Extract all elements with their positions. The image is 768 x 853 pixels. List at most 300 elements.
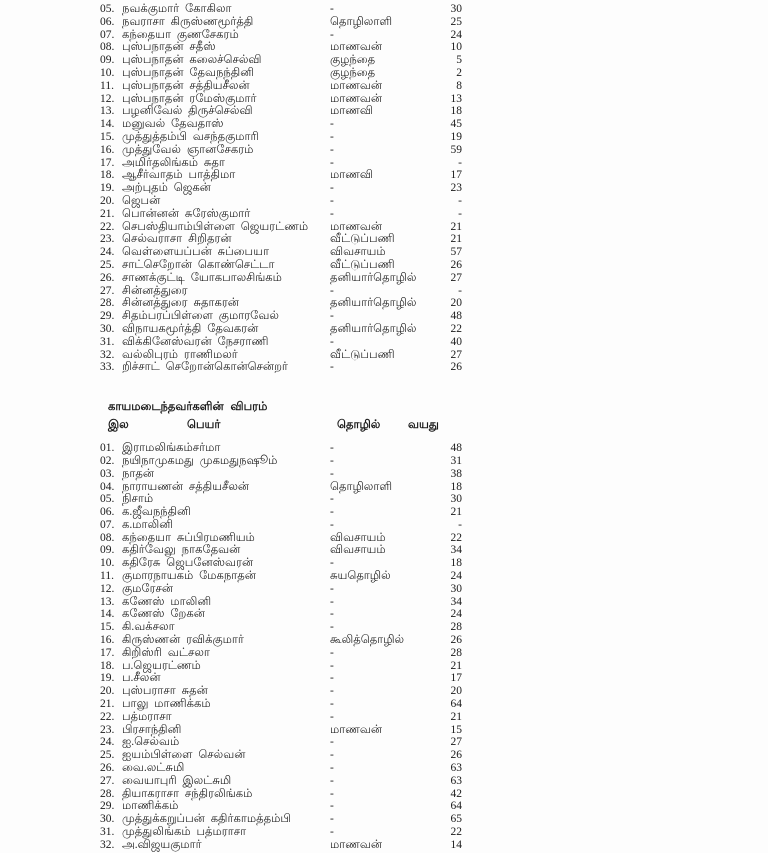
person-occupation: - bbox=[330, 207, 334, 220]
table-row bbox=[100, 519, 462, 532]
table-row bbox=[100, 361, 462, 374]
row-number-and-name bbox=[100, 660, 330, 673]
person-age: 28 bbox=[450, 621, 462, 634]
person-occupation: - bbox=[330, 156, 334, 169]
person-age: 13 bbox=[450, 92, 462, 105]
row-number: 25. bbox=[100, 749, 115, 762]
row-number-and-name bbox=[100, 297, 330, 310]
row-number-and-name bbox=[100, 724, 330, 737]
person-age: 18 bbox=[450, 480, 462, 493]
person-occupation: தனியார்தொழில் bbox=[330, 322, 417, 335]
row-number-and-name bbox=[100, 826, 330, 839]
person-occupation: - bbox=[330, 646, 334, 659]
person-name: சிதம்பரப்பிள்ளை குமாரவேல் bbox=[122, 310, 279, 323]
row-number-and-name bbox=[100, 762, 330, 775]
person-name: புஸ்பநாதன் சதீஸ் bbox=[122, 41, 216, 54]
person-name: புஸ்பநாதன் சத்தியசீலன் bbox=[122, 79, 250, 92]
person-name: பாலு மாணிக்கம் bbox=[122, 698, 211, 711]
row-number-and-name bbox=[100, 349, 330, 362]
person-name: முத்துக்கறுப்பன் கதிர்காமத்தம்பி bbox=[122, 813, 291, 826]
person-age: 24 bbox=[450, 570, 462, 583]
row-number: 27. bbox=[100, 284, 115, 297]
person-age: 5 bbox=[456, 54, 462, 67]
person-name: க.மாலினி bbox=[122, 518, 173, 531]
table-row bbox=[100, 80, 462, 93]
header-age: வயது bbox=[408, 419, 439, 432]
person-occupation: வீட்டுப்பணி bbox=[330, 258, 395, 271]
person-age: 28 bbox=[450, 646, 462, 659]
casualty-list-continued bbox=[100, 3, 462, 374]
person-name: பொன்னன் சுரேஸ்குமார் bbox=[122, 207, 251, 220]
person-name: கி.வக்சலா bbox=[122, 621, 175, 634]
header-occupation: தொழில் bbox=[337, 419, 381, 432]
row-number-and-name bbox=[100, 54, 330, 67]
row-number-and-name bbox=[100, 583, 330, 596]
row-number: 12. bbox=[100, 582, 115, 595]
table-row bbox=[100, 41, 462, 54]
table-row bbox=[100, 736, 462, 749]
row-number: 23. bbox=[100, 723, 115, 736]
person-occupation: - bbox=[330, 672, 334, 685]
person-age: 65 bbox=[450, 813, 462, 826]
person-name: ஐயம்பிள்ளை செல்வன் bbox=[122, 749, 246, 762]
person-name: புஸ்பநாதன் தேவநந்தினி bbox=[122, 66, 254, 79]
row-number-and-name bbox=[100, 813, 330, 826]
table-row bbox=[100, 169, 462, 182]
person-occupation: - bbox=[330, 774, 334, 787]
person-age: 10 bbox=[450, 41, 462, 54]
person-age: 21 bbox=[450, 506, 462, 519]
row-number-and-name bbox=[100, 272, 330, 285]
row-number-and-name bbox=[100, 532, 330, 545]
person-name: முத்துவேல் ஞானசேகரம் bbox=[122, 143, 254, 156]
person-name: விநாயகமூர்த்தி தேவகரன் bbox=[122, 322, 259, 335]
row-number: 28. bbox=[100, 297, 115, 310]
person-occupation: - bbox=[330, 28, 334, 41]
row-number: 10. bbox=[100, 66, 115, 79]
table-row bbox=[100, 233, 462, 246]
person-name: வையாபுரி இலட்சுமி bbox=[122, 774, 232, 787]
person-occupation: - bbox=[330, 454, 334, 467]
person-age: 20 bbox=[450, 297, 462, 310]
person-age: 14 bbox=[450, 838, 462, 851]
row-number-and-name bbox=[100, 16, 330, 29]
person-name: வெள்ளையப்பன் சுப்பையா bbox=[122, 246, 269, 259]
table-row bbox=[100, 349, 462, 362]
person-age: 26 bbox=[450, 634, 462, 647]
person-age: 22 bbox=[450, 531, 462, 544]
table-row bbox=[100, 762, 462, 775]
row-number: 19. bbox=[100, 182, 115, 195]
row-number: 32. bbox=[100, 348, 115, 361]
person-name: சாட்செறோன் கொண்செட்டா bbox=[122, 258, 275, 271]
person-occupation: - bbox=[330, 787, 334, 800]
row-number: 07. bbox=[100, 518, 115, 531]
table-row bbox=[100, 544, 462, 557]
person-age: 27 bbox=[450, 348, 462, 361]
row-number-and-name bbox=[100, 557, 330, 570]
person-occupation: - bbox=[330, 749, 334, 762]
row-number: 05. bbox=[100, 3, 115, 15]
person-name: கிருஸ்ணன் ரவிக்குமார் bbox=[122, 634, 244, 647]
row-number-and-name bbox=[100, 336, 330, 349]
table-row bbox=[100, 285, 462, 298]
person-age: 63 bbox=[450, 774, 462, 787]
person-age: 40 bbox=[450, 335, 462, 348]
person-occupation: - bbox=[330, 130, 334, 143]
person-name: வல்லிபுரம் ராணிமலர் bbox=[122, 348, 238, 361]
row-number-and-name bbox=[100, 839, 330, 852]
person-occupation: - bbox=[330, 582, 334, 595]
row-number-and-name bbox=[100, 310, 330, 323]
table-row bbox=[100, 131, 462, 144]
table-row bbox=[100, 182, 462, 195]
row-number: 17. bbox=[100, 156, 115, 169]
row-number: 21. bbox=[100, 698, 115, 711]
row-number-and-name bbox=[100, 481, 330, 494]
table-row bbox=[100, 105, 462, 118]
person-age: 21 bbox=[450, 710, 462, 723]
row-number-and-name bbox=[100, 221, 330, 234]
person-age: - bbox=[458, 207, 462, 220]
person-name: நவக்குமார் கோகிலா bbox=[122, 3, 232, 15]
row-number: 27. bbox=[100, 774, 115, 787]
person-age: 2 bbox=[456, 66, 462, 79]
table-row bbox=[100, 532, 462, 545]
person-age: 45 bbox=[450, 118, 462, 131]
person-occupation: - bbox=[330, 710, 334, 723]
table-row bbox=[100, 297, 462, 310]
row-number-and-name bbox=[100, 442, 330, 455]
person-occupation: விவசாயம் bbox=[330, 544, 386, 557]
person-occupation: விவசாயம் bbox=[330, 531, 386, 544]
person-name: நாராயணன் சத்தியசீலன் bbox=[122, 480, 250, 493]
person-age: - bbox=[458, 194, 462, 207]
table-row bbox=[100, 685, 462, 698]
person-name: செபஸ்தியாம்பிள்ளை ஜெயரட்ணம் bbox=[122, 220, 309, 233]
person-occupation: - bbox=[330, 813, 334, 826]
table-row bbox=[100, 221, 462, 234]
row-number: 22. bbox=[100, 710, 115, 723]
table-row bbox=[100, 826, 462, 839]
row-number-and-name bbox=[100, 67, 330, 80]
row-number-and-name bbox=[100, 3, 330, 16]
row-number: 30. bbox=[100, 813, 115, 826]
person-name: க.ஜீவநந்தினி bbox=[122, 506, 191, 519]
table-row bbox=[100, 468, 462, 481]
table-row bbox=[100, 455, 462, 468]
row-number: 06. bbox=[100, 15, 115, 28]
row-number: 04. bbox=[100, 480, 115, 493]
table-row bbox=[100, 336, 462, 349]
person-age: 19 bbox=[450, 130, 462, 143]
table-row bbox=[100, 711, 462, 724]
person-name: வை.லட்சுமி bbox=[122, 762, 185, 775]
row-number: 26. bbox=[100, 271, 115, 284]
table-row bbox=[100, 323, 462, 336]
row-number: 16. bbox=[100, 634, 115, 647]
table-row bbox=[100, 634, 462, 647]
person-occupation: தனியார்தொழில் bbox=[330, 297, 417, 310]
person-occupation: - bbox=[330, 659, 334, 672]
row-number-and-name bbox=[100, 570, 330, 583]
person-occupation: - bbox=[330, 182, 334, 195]
person-name: சின்னத்துரை bbox=[122, 284, 188, 297]
row-number: 10. bbox=[100, 557, 115, 570]
person-age: 63 bbox=[450, 762, 462, 775]
person-age: 26 bbox=[450, 749, 462, 762]
row-number-and-name bbox=[100, 41, 330, 54]
person-occupation: குழந்தை bbox=[330, 66, 376, 79]
person-occupation: - bbox=[330, 118, 334, 131]
person-occupation: கூலித்தொழில் bbox=[330, 634, 405, 647]
person-age: 15 bbox=[450, 723, 462, 736]
table-row bbox=[100, 672, 462, 685]
table-row bbox=[100, 67, 462, 80]
person-age: 18 bbox=[450, 105, 462, 118]
person-occupation: மாணவன் bbox=[330, 41, 383, 54]
row-number-and-name bbox=[100, 105, 330, 118]
person-occupation: வீட்டுப்பணி bbox=[330, 233, 395, 246]
header-name: பெயர் bbox=[187, 419, 221, 432]
table-row bbox=[100, 259, 462, 272]
row-number: 06. bbox=[100, 506, 115, 519]
person-occupation: - bbox=[330, 762, 334, 775]
row-number-and-name bbox=[100, 672, 330, 685]
person-name: விக்கினேஸ்வரன் நேசராணி bbox=[122, 335, 269, 348]
person-occupation: மாணவன் bbox=[330, 79, 383, 92]
person-name: ஜெபன் bbox=[122, 194, 161, 207]
person-name: நயிநாமுகமது முகமதுநஷூம் bbox=[122, 454, 278, 467]
row-number: 28. bbox=[100, 787, 115, 800]
row-number-and-name bbox=[100, 131, 330, 144]
row-number-and-name bbox=[100, 685, 330, 698]
person-age: 34 bbox=[450, 595, 462, 608]
person-age: 59 bbox=[450, 143, 462, 156]
row-number-and-name bbox=[100, 361, 330, 374]
person-occupation: மாணவி bbox=[330, 169, 373, 182]
person-name: இராமலிங்கம்சர்மா bbox=[122, 442, 221, 455]
row-number-and-name bbox=[100, 80, 330, 93]
row-number: 31. bbox=[100, 826, 115, 839]
table-row bbox=[100, 813, 462, 826]
row-number-and-name bbox=[100, 182, 330, 195]
row-number-and-name bbox=[100, 208, 330, 221]
row-number-and-name bbox=[100, 246, 330, 259]
row-number: 19. bbox=[100, 672, 115, 685]
row-number-and-name bbox=[100, 259, 330, 272]
person-occupation: - bbox=[330, 361, 334, 374]
person-occupation: - bbox=[330, 335, 334, 348]
row-number-and-name bbox=[100, 29, 330, 42]
person-name: குமரேசன் bbox=[122, 582, 174, 595]
person-age: 30 bbox=[450, 3, 462, 15]
person-age: 18 bbox=[450, 557, 462, 570]
table-row bbox=[100, 788, 462, 801]
row-number-and-name bbox=[100, 519, 330, 532]
table-row bbox=[100, 481, 462, 494]
person-occupation: - bbox=[330, 442, 334, 455]
table-row bbox=[100, 775, 462, 788]
person-occupation: - bbox=[330, 467, 334, 480]
table-row bbox=[100, 557, 462, 570]
row-number: 07. bbox=[100, 28, 115, 41]
person-name: கதிர்வேலு நாகதேவன் bbox=[122, 544, 241, 557]
person-name: புஸ்பராசா சுதன் bbox=[122, 685, 208, 698]
row-number: 01. bbox=[100, 442, 115, 455]
row-number-and-name bbox=[100, 169, 330, 182]
person-name: ஐ.செல்வம் bbox=[122, 736, 180, 749]
row-number: 14. bbox=[100, 608, 115, 621]
row-number: 18. bbox=[100, 659, 115, 672]
person-age: 64 bbox=[450, 800, 462, 813]
person-occupation: - bbox=[330, 310, 334, 323]
person-name: கதிரேசு ஜெபனேஸ்வரன் bbox=[122, 557, 254, 570]
row-number-and-name bbox=[100, 157, 330, 170]
row-number-and-name bbox=[100, 596, 330, 609]
row-number-and-name bbox=[100, 144, 330, 157]
table-row bbox=[100, 570, 462, 583]
table-row bbox=[100, 506, 462, 519]
person-name: பத்மராசா bbox=[122, 710, 172, 723]
person-age: 26 bbox=[450, 361, 462, 374]
person-age: - bbox=[458, 156, 462, 169]
person-age: 24 bbox=[450, 608, 462, 621]
person-name: பழனிவேல் திருச்செல்வி bbox=[122, 105, 253, 118]
row-number-and-name bbox=[100, 775, 330, 788]
injured-list bbox=[100, 442, 462, 852]
person-name: கணேஸ் றேகன் bbox=[122, 608, 205, 621]
person-age: 21 bbox=[450, 659, 462, 672]
table-row bbox=[100, 246, 462, 259]
table-row bbox=[100, 621, 462, 634]
person-age: 31 bbox=[450, 454, 462, 467]
row-number: 30. bbox=[100, 322, 115, 335]
row-number-and-name bbox=[100, 749, 330, 762]
person-age: 21 bbox=[450, 233, 462, 246]
row-number: 02. bbox=[100, 454, 115, 467]
person-occupation: மாணவன் bbox=[330, 92, 383, 105]
person-name: சாணக்குட்டி யோகபாலசிங்கம் bbox=[122, 271, 282, 284]
table-row bbox=[100, 195, 462, 208]
person-occupation: வீட்டுப்பணி bbox=[330, 348, 395, 361]
person-age: 26 bbox=[450, 258, 462, 271]
row-number: 15. bbox=[100, 130, 115, 143]
person-age: 48 bbox=[450, 442, 462, 455]
person-name: புஸ்பநாதன் ரமேஸ்குமார் bbox=[122, 92, 257, 105]
row-number: 26. bbox=[100, 762, 115, 775]
row-number: 11. bbox=[100, 570, 114, 583]
person-name: செல்வராசா சிறிதரன் bbox=[122, 233, 232, 246]
row-number: 09. bbox=[100, 54, 115, 67]
row-number-and-name bbox=[100, 506, 330, 519]
person-age: 21 bbox=[450, 220, 462, 233]
person-occupation: - bbox=[330, 826, 334, 839]
document-content bbox=[100, 0, 462, 852]
person-occupation: - bbox=[330, 493, 334, 506]
person-name: அமிர்தலிங்கம் சுதா bbox=[122, 156, 225, 169]
person-age: 17 bbox=[450, 672, 462, 685]
row-number: 24. bbox=[100, 736, 115, 749]
row-number: 12. bbox=[100, 92, 115, 105]
person-occupation: - bbox=[330, 194, 334, 207]
person-occupation: தொழிலாளி bbox=[330, 15, 393, 28]
row-number: 11. bbox=[100, 79, 114, 92]
row-number: 05. bbox=[100, 493, 115, 506]
injured-table-header bbox=[100, 419, 462, 432]
person-occupation: - bbox=[330, 685, 334, 698]
person-name: சின்னத்துரை சுதாகரன் bbox=[122, 297, 239, 310]
row-number-and-name bbox=[100, 455, 330, 468]
row-number-and-name bbox=[100, 118, 330, 131]
person-age: - bbox=[458, 284, 462, 297]
table-row bbox=[100, 800, 462, 813]
table-row bbox=[100, 54, 462, 67]
person-occupation: - bbox=[330, 143, 334, 156]
person-occupation: - bbox=[330, 3, 334, 15]
row-number: 29. bbox=[100, 800, 115, 813]
table-row bbox=[100, 749, 462, 762]
row-number: 03. bbox=[100, 467, 115, 480]
table-row bbox=[100, 208, 462, 221]
table-row bbox=[100, 118, 462, 131]
person-age: 30 bbox=[450, 582, 462, 595]
person-name: ப.ஜெயரட்ணம் bbox=[122, 659, 201, 672]
person-name: றிச்சாட் செறோன்கொன்சென்றர் bbox=[122, 361, 288, 374]
row-number: 14. bbox=[100, 118, 115, 131]
row-number-and-name bbox=[100, 93, 330, 106]
row-number-and-name bbox=[100, 195, 330, 208]
table-row bbox=[100, 724, 462, 737]
person-name: அ.விஜயகுமார் bbox=[122, 838, 202, 851]
person-age: 48 bbox=[450, 310, 462, 323]
row-number: 16. bbox=[100, 143, 115, 156]
person-name: குமாரநாயகம் மேகநாதன் bbox=[122, 570, 256, 583]
table-row bbox=[100, 660, 462, 673]
table-row bbox=[100, 583, 462, 596]
row-number: 25. bbox=[100, 258, 115, 271]
person-occupation: - bbox=[330, 608, 334, 621]
person-name: அற்புதம் ஜெகன் bbox=[122, 182, 211, 195]
person-occupation: மாணவன் bbox=[330, 220, 383, 233]
person-name: நவராசா கிருஸ்ணமூர்த்தி bbox=[122, 15, 254, 28]
row-number: 18. bbox=[100, 169, 115, 182]
table-row bbox=[100, 839, 462, 852]
person-occupation: - bbox=[330, 595, 334, 608]
person-name: நாதன் bbox=[122, 467, 155, 480]
row-number-and-name bbox=[100, 647, 330, 660]
person-occupation: சுயதொழில் bbox=[330, 570, 391, 583]
person-occupation: குழந்தை bbox=[330, 54, 376, 67]
row-number: 29. bbox=[100, 310, 115, 323]
person-occupation: - bbox=[330, 736, 334, 749]
person-age: 38 bbox=[450, 467, 462, 480]
row-number-and-name bbox=[100, 323, 330, 336]
row-number: 09. bbox=[100, 544, 115, 557]
person-name: முத்துத்தம்பி வசந்தகுமாரி bbox=[122, 130, 259, 143]
row-number: 33. bbox=[100, 361, 115, 374]
person-name: மனுவல் தேவதாஸ் bbox=[122, 118, 224, 131]
person-name: கணேஸ் மாலினி bbox=[122, 595, 212, 608]
row-number: 32. bbox=[100, 838, 115, 851]
person-age: 17 bbox=[450, 169, 462, 182]
person-name: புஸ்பநாதன் கலைச்செல்வி bbox=[122, 54, 262, 67]
person-occupation: - bbox=[330, 284, 334, 297]
person-age: 27 bbox=[450, 271, 462, 284]
header-number: இல bbox=[108, 419, 129, 432]
table-row bbox=[100, 698, 462, 711]
person-age: 30 bbox=[450, 493, 462, 506]
